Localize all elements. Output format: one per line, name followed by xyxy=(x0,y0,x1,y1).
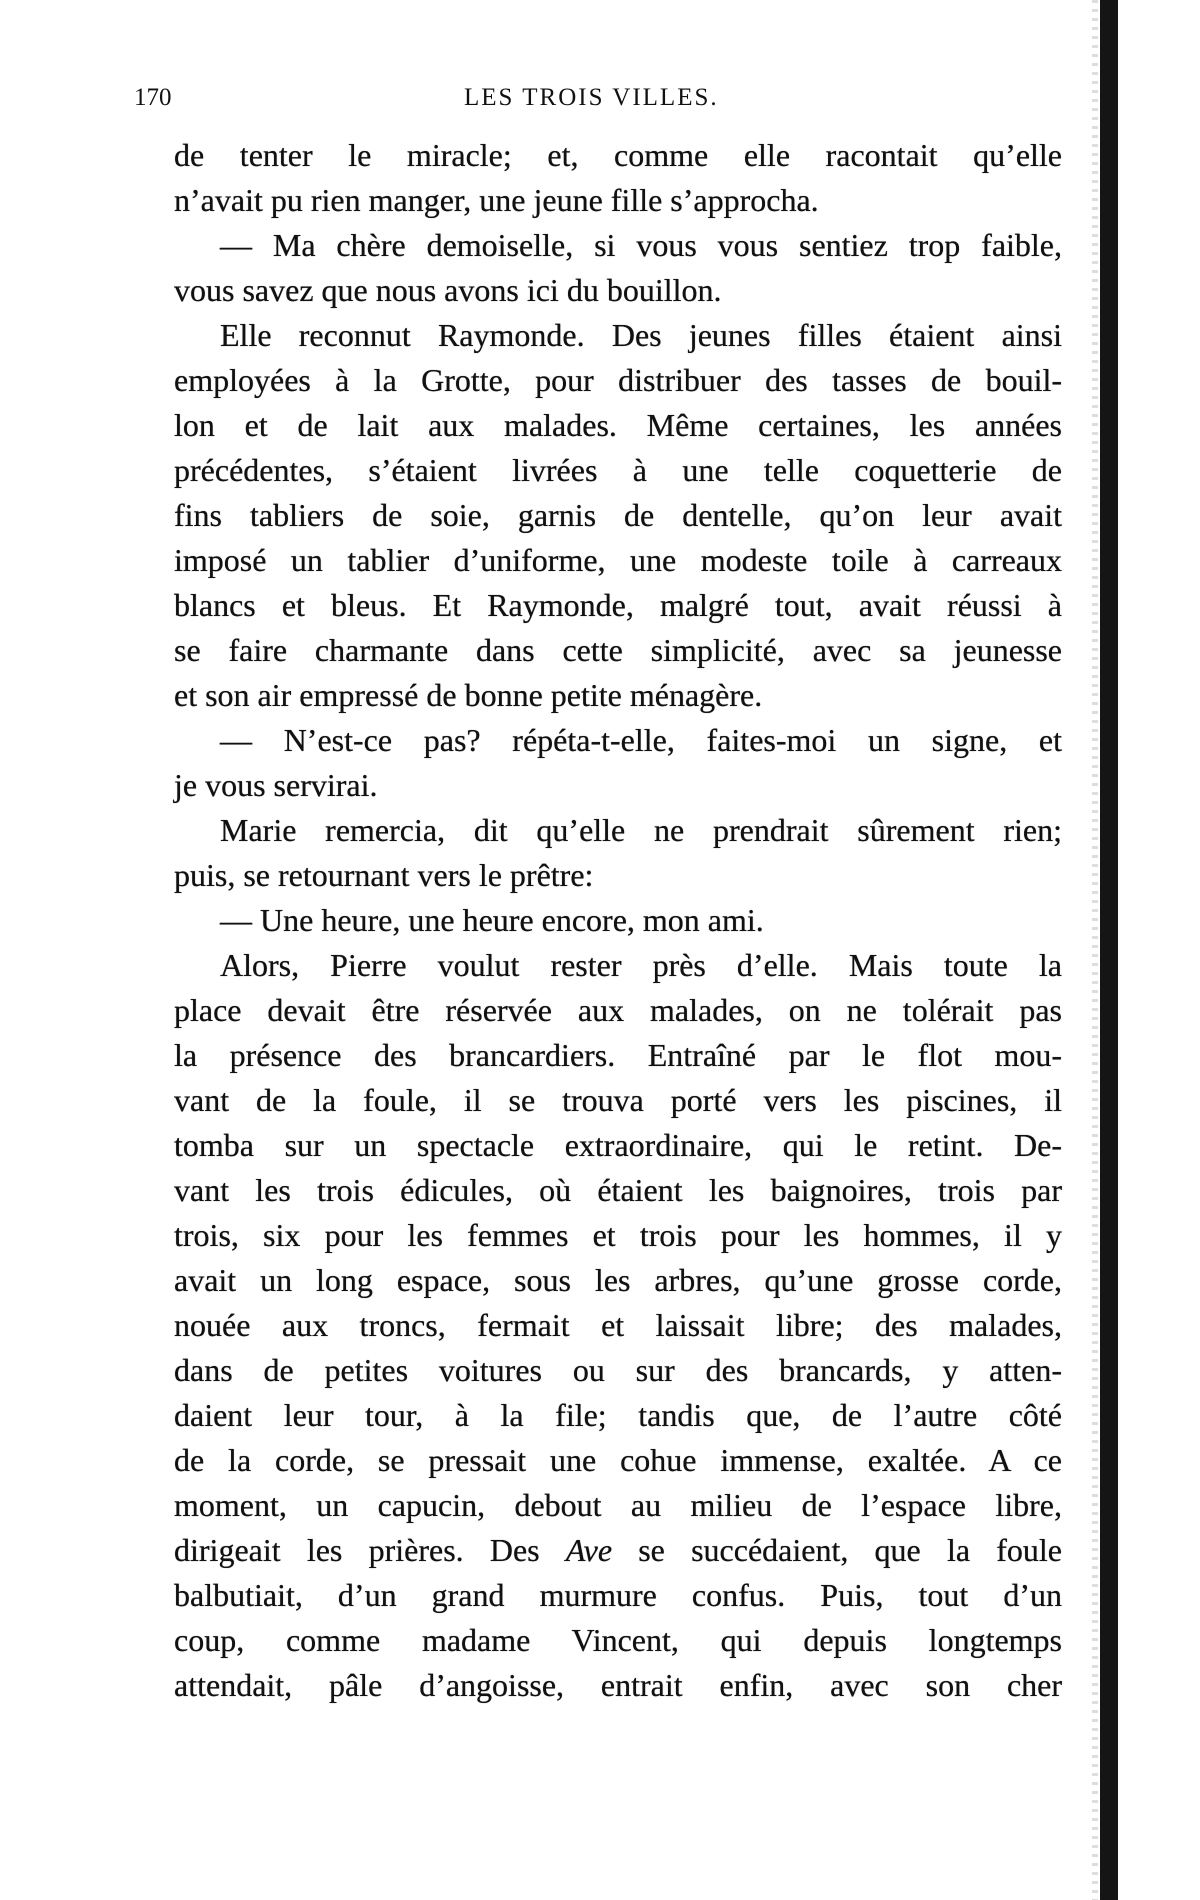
text-run: Elle reconnut Raymonde. Des jeunes filles étaient ainsi xyxy=(220,317,1062,353)
text-run: et son air empressé de bonne petite ménagère. xyxy=(174,677,763,713)
text-run: la présence des brancardiers. Entraîné par le flot mou- xyxy=(174,1037,1062,1073)
text-line xyxy=(174,988,1062,1033)
text-run: trois, six pour les femmes et trois pour les hommes, il y xyxy=(174,1217,1062,1253)
text-run: — N’est-ce pas? répéta-t-elle, faites-moi un signe, et xyxy=(220,722,1062,758)
text-line xyxy=(174,133,1062,178)
text-run: — Une heure, une heure encore, mon ami. xyxy=(220,902,764,938)
text-run: avait un long espace, sous les arbres, qu’une grosse corde, xyxy=(174,1262,1062,1298)
text-run: précédentes, s’étaient livrées à une telle coquetterie de xyxy=(174,452,1062,488)
text-run: je vous servirai. xyxy=(174,767,378,803)
text-line xyxy=(174,1348,1062,1393)
text-line xyxy=(174,583,1062,628)
text-line xyxy=(174,1303,1062,1348)
text-run: dans de petites voitures ou sur des brancards, y atten- xyxy=(174,1352,1062,1388)
text-line xyxy=(174,1438,1062,1483)
text-line xyxy=(174,763,1062,808)
page-number: 170 xyxy=(134,84,172,111)
text-line xyxy=(174,1258,1062,1303)
text-run: Alors, Pierre voulut rester près d’elle. Mais toute la xyxy=(220,947,1062,983)
text-line xyxy=(174,538,1062,583)
text-line xyxy=(174,898,1062,943)
text-run: — Ma chère demoiselle, si vous vous sentiez trop faible, xyxy=(220,227,1062,263)
running-title: LES TROIS VILLES. xyxy=(464,84,719,111)
text-line xyxy=(174,1483,1062,1528)
text-run: moment, un capucin, debout au milieu de l’espace libre, xyxy=(174,1487,1062,1523)
text-run: coup, comme madame Vincent, qui depuis longtemps xyxy=(174,1622,1062,1658)
text-run: fins tabliers de soie, garnis de dentelle, qu’on leur avait xyxy=(174,497,1062,533)
text-run: puis, se retournant vers le prêtre: xyxy=(174,857,594,893)
text-line xyxy=(174,403,1062,448)
text-line xyxy=(174,1078,1062,1123)
text-line xyxy=(174,673,1062,718)
text-run: place devait être réservée aux malades, on ne tolérait pas xyxy=(174,992,1062,1028)
text-line xyxy=(174,1168,1062,1213)
text-run: Marie remercia, dit qu’elle ne prendrait sûrement rien; xyxy=(220,812,1062,848)
text-line xyxy=(174,223,1062,268)
italic-text: Ave xyxy=(565,1532,613,1568)
body-text xyxy=(174,133,1062,1708)
text-line xyxy=(174,808,1062,853)
text-run: de tenter le miracle; et, comme elle racontait qu’elle xyxy=(174,137,1062,173)
text-line xyxy=(174,313,1062,358)
text-run: n’avait pu rien manger, une jeune fille s’approcha. xyxy=(174,182,819,218)
text-line xyxy=(174,448,1062,493)
text-line xyxy=(174,178,1062,223)
text-run: lon et de lait aux malades. Même certaines, les années xyxy=(174,407,1062,443)
text-line xyxy=(174,1663,1062,1708)
text-line xyxy=(174,1123,1062,1168)
text-line xyxy=(174,493,1062,538)
text-run: blancs et bleus. Et Raymonde, malgré tout, avait réussi à xyxy=(174,587,1062,623)
text-run: employées à la Grotte, pour distribuer des tasses de bouil- xyxy=(174,362,1062,398)
text-run: se succédaient, que la foule xyxy=(612,1532,1063,1568)
page-header xyxy=(134,84,1034,124)
text-run: de la corde, se pressait une cohue immense, exaltée. A ce xyxy=(174,1442,1062,1478)
text-line xyxy=(174,718,1062,763)
text-line xyxy=(174,628,1062,673)
text-line xyxy=(174,1528,1062,1573)
text-line xyxy=(174,1213,1062,1258)
text-line xyxy=(174,1618,1062,1663)
text-line xyxy=(174,853,1062,898)
text-run: vant de la foule, il se trouva porté vers les piscines, il xyxy=(174,1082,1062,1118)
text-run: se faire charmante dans cette simplicité, avec sa jeunesse xyxy=(174,632,1062,668)
text-run: dirigeait les prières. Des xyxy=(174,1532,566,1568)
scan-edge-shadow xyxy=(1092,0,1098,1900)
scan-edge xyxy=(1100,0,1118,1900)
text-run: attendait, pâle d’angoisse, entrait enfin, avec son cher xyxy=(174,1667,1062,1703)
text-run: nouée aux troncs, fermait et laissait libre; des malades, xyxy=(174,1307,1062,1343)
text-run: tomba sur un spectacle extraordinaire, qui le retint. De- xyxy=(174,1127,1062,1163)
text-line xyxy=(174,943,1062,988)
text-run: daient leur tour, à la file; tandis que, de l’autre côté xyxy=(174,1397,1062,1433)
text-run: imposé un tablier d’uniforme, une modeste toile à carreaux xyxy=(174,542,1062,578)
text-run: vant les trois édicules, où étaient les baignoires, trois par xyxy=(174,1172,1062,1208)
text-line xyxy=(174,1033,1062,1078)
text-run: balbutiait, d’un grand murmure confus. Puis, tout d’un xyxy=(174,1577,1062,1613)
text-line xyxy=(174,1393,1062,1438)
text-line xyxy=(174,358,1062,403)
text-run: vous savez que nous avons ici du bouillon. xyxy=(174,272,722,308)
text-line xyxy=(174,268,1062,313)
text-line xyxy=(174,1573,1062,1618)
